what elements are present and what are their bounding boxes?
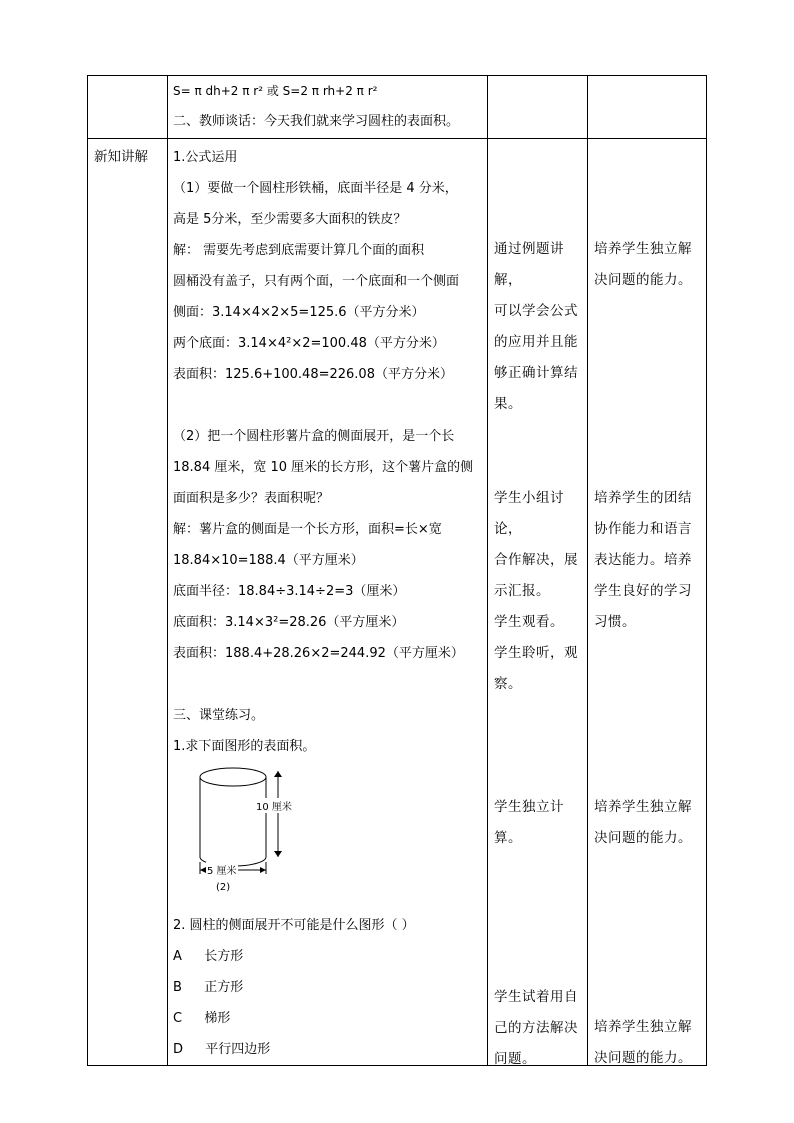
diameter-label: 5 厘米	[206, 862, 238, 877]
practice2-question: 2. 圆柱的侧面展开不可能是什么图形（ ）	[173, 918, 415, 933]
activity-line: 合作解决，展	[494, 552, 578, 568]
example2-solution-line2: 18.84×10=188.4（平方厘米）	[173, 553, 364, 568]
example1-solution-line4: 两个底面：3.14×4²×2=100.48（平方分米）	[173, 336, 445, 351]
stage-label-cell	[88, 139, 168, 1066]
practice1-question: 1.求下面图形的表面积。	[173, 739, 316, 754]
activity-line: 可以学会公式	[494, 303, 578, 319]
activity-line: 学生聆听，观	[494, 645, 578, 661]
activity-line: 学生独立计算。	[494, 799, 564, 846]
option-text: 正方形	[204, 980, 244, 995]
intent-line: 决问题的能力。	[594, 272, 692, 288]
activity-line: 通过例题讲解，	[494, 241, 564, 288]
example2-solution-line3: 底面半径：18.84÷3.14÷2=3（厘米）	[173, 584, 406, 599]
option-d	[168, 1034, 487, 1065]
height-label: 10 厘米	[255, 798, 293, 813]
section3-title: 三、课堂练习。	[173, 708, 265, 723]
activity-line: 问题。	[494, 1051, 536, 1067]
example1-solution-line3: 侧面：3.14×4×2×5=125.6（平方分米）	[173, 305, 425, 320]
option-text: 长方形	[204, 949, 244, 964]
example1-solution-line5: 表面积：125.6+100.48=226.08（平方分米）	[173, 367, 453, 382]
option-text: 梯形	[204, 1011, 231, 1026]
option-text: 平行四边形	[205, 1042, 271, 1057]
content-cell-intro	[168, 76, 488, 139]
option-a	[168, 941, 487, 972]
activity-line: 的应用并且能	[494, 334, 578, 350]
intent-line: 培养学生的团结	[594, 490, 692, 506]
stage-label: 新知讲解	[94, 149, 148, 165]
option-letter: C	[173, 1011, 183, 1026]
intent-cell-intro	[588, 76, 707, 139]
activity-cell-main	[488, 139, 588, 1066]
cylinder-top-ellipse	[200, 768, 266, 786]
activity-line: 示汇报。	[494, 583, 550, 599]
activity-line: 学生试着用自	[494, 989, 578, 1005]
intent-block-2	[588, 483, 692, 638]
activity-line: 学生观看。	[494, 614, 564, 630]
activity-block-4	[488, 982, 578, 1075]
activity-block-3	[488, 792, 587, 854]
example2-solution-line4: 底面积：3.14×3²=28.26（平方厘米）	[173, 615, 405, 630]
stage-label-cell-empty	[88, 76, 168, 139]
activity-line: 己的方法解决	[494, 1020, 578, 1036]
cylinder-figure	[173, 762, 487, 910]
intent-line: 表达能力。培养	[594, 552, 692, 568]
table-row-intro	[88, 76, 707, 139]
example1-solution-line2: 圆桶没有盖子，只有两个面，一个底面和一个侧面	[173, 274, 460, 289]
table-row-main	[88, 139, 707, 1066]
intent-line: 决问题的能力。	[594, 1050, 692, 1066]
intent-cell-main	[588, 139, 707, 1066]
example2-question-line2: 18.84 厘米，宽 10 厘米的长方形，这个薯片盒的侧	[173, 460, 474, 475]
option-letter: B	[173, 980, 182, 995]
intent-block-1	[588, 234, 692, 296]
formula-text: S= π dh+2 π r² 或 S=2 π rh+2 π r²	[173, 84, 378, 98]
height-arrow-bottom	[274, 851, 282, 857]
cylinder-diagram	[178, 762, 308, 910]
option-c	[168, 1003, 487, 1034]
activity-line: 察。	[494, 676, 522, 692]
intent-line: 培养学生独立解	[594, 241, 692, 257]
example2-solution-line5: 表面积：188.4+28.26×2=244.92（平方厘米）	[173, 646, 464, 661]
example2-solution-line1: 解：薯片盒的侧面是一个长方形，面积=长×宽	[173, 522, 442, 537]
option-letter: D	[173, 1042, 184, 1057]
height-arrow-top	[274, 771, 282, 777]
activity-line: 够正确计算结	[494, 365, 578, 381]
intent-line: 协作能力和语言	[594, 521, 692, 537]
section1-title: 1.公式运用	[173, 150, 238, 165]
activity-cell-intro	[488, 76, 588, 139]
diameter-arrow-right	[260, 867, 266, 873]
intent-block-3	[588, 792, 692, 854]
teacher-talk-text: 二、教师谈话：今天我们就来学习圆柱的表面积。	[173, 114, 460, 129]
activity-line: 学生小组讨论，	[494, 490, 564, 537]
example1-solution-line1: 解： 需要先考虑到底需要计算几个面的面积	[173, 243, 425, 258]
example2-question-line1: （2）把一个圆柱形薯片盒的侧面展开，是一个长	[173, 429, 455, 444]
intent-line: 习惯。	[594, 614, 636, 630]
activity-line: 果。	[494, 396, 522, 412]
intent-line: 培养学生独立解	[594, 799, 692, 815]
intent-line: 学生良好的学习	[594, 583, 692, 599]
figure-caption: (2)	[216, 882, 231, 893]
activity-block-2	[488, 483, 587, 700]
intent-line: 决问题的能力。	[594, 830, 692, 846]
lesson-plan-table	[87, 75, 707, 1066]
activity-block-1	[488, 234, 587, 420]
intent-line: 培养学生独立解	[594, 1019, 692, 1035]
example2-question-line3: 面面积是多少？表面积呢？	[173, 491, 330, 506]
option-b	[168, 972, 487, 1003]
intent-block-4	[588, 1012, 692, 1074]
example1-question-line2: 高是 5分米，至少需要多大面积的铁皮？	[173, 212, 407, 227]
option-letter: A	[173, 949, 182, 964]
content-cell-main	[168, 139, 488, 1066]
example1-question-line1: （1）要做一个圆柱形铁桶，底面半径是 4 分米，	[173, 181, 458, 196]
